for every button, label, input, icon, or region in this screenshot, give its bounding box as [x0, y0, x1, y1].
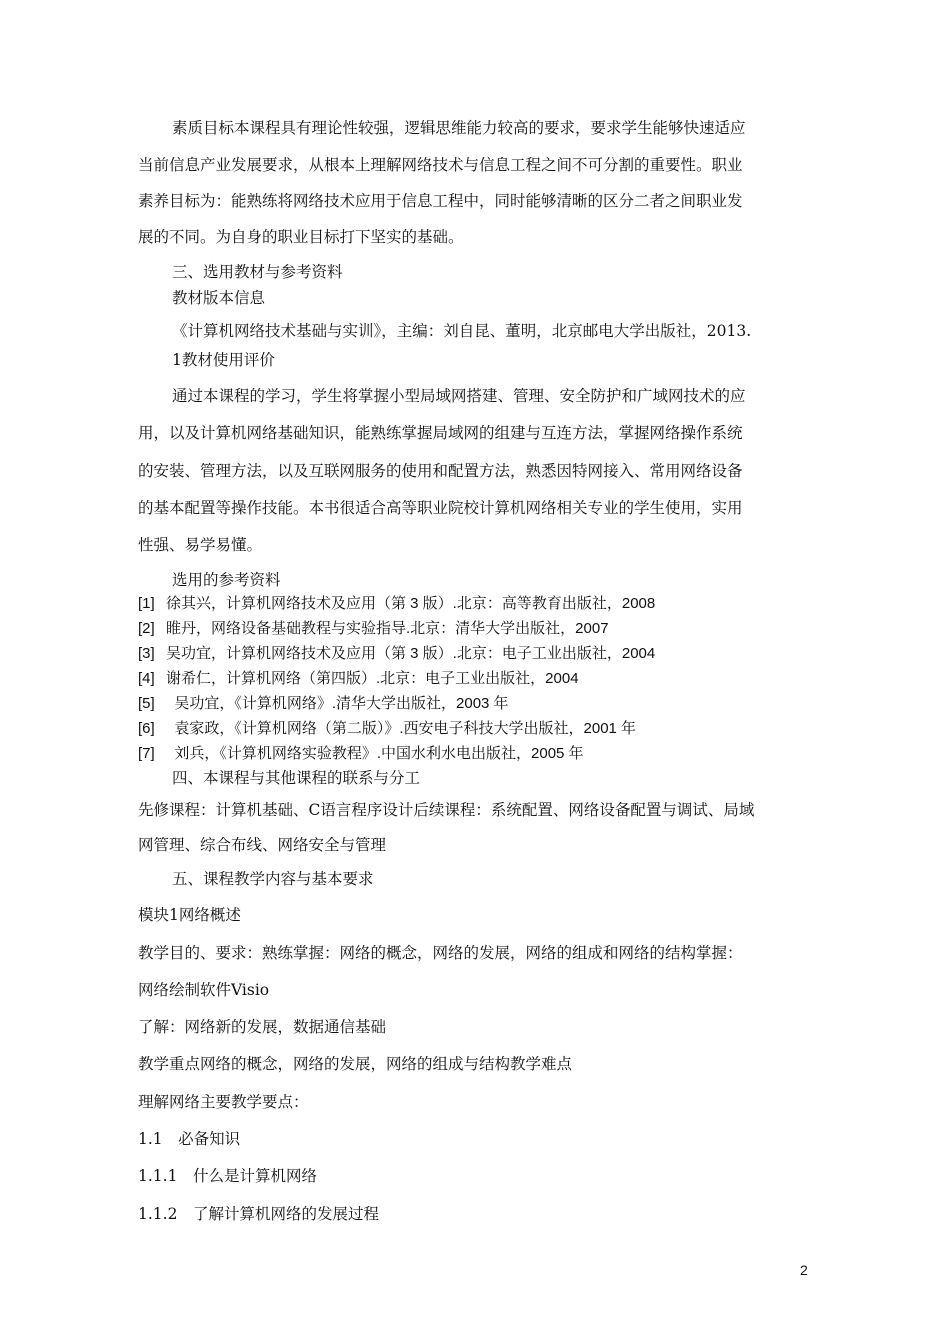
section-heading: 三、选用教材与参考资料	[172, 263, 343, 281]
module-line: 网络绘制软件Visio	[138, 981, 270, 999]
reference-item	[138, 744, 584, 764]
module-line: 理解网络主要教学要点：	[138, 1093, 309, 1111]
module-line: 了解：网络新的发展，数据通信基础	[138, 1018, 387, 1036]
module-line: 教学目的、要求：熟练掌握：网络的概念，网络的发展，网络的组成和网络的结构掌握：	[138, 944, 743, 962]
textbook-label: 教材版本信息	[172, 289, 266, 307]
reference-text: 吴功宜，计算机网络技术及应用（第 3 版）.北京：电子工业出版社，2004	[166, 645, 656, 662]
references-label: 选用的参考资料	[172, 571, 281, 589]
reference-item	[138, 719, 636, 739]
module-line: 1.1.2 了解计算机网络的发展过程	[138, 1205, 379, 1223]
reference-text: 睢丹，网络设备基础教程与实验指导.北京：清华大学出版社，2007	[166, 620, 609, 637]
reference-number: [1]	[138, 595, 155, 612]
paragraph-line: 用，以及计算机网络基础知识，能熟练掌握局域网的组建与互连方法，掌握网络操作系统	[138, 424, 743, 442]
reference-number: [2]	[138, 620, 155, 637]
textbook-eval: 1教材使用评价	[172, 351, 275, 369]
reference-text: 刘兵，《计算机网络实验教程》.中国水利水电出版社，2005 年	[166, 745, 584, 762]
module-line: 1.1.1 什么是计算机网络	[138, 1167, 317, 1185]
reference-number: [6]	[138, 720, 155, 737]
reference-item	[138, 594, 655, 614]
reference-text: 袁家政，《计算机网络（第二版）》.西安电子科技大学出版社，2001 年	[166, 720, 637, 737]
reference-number: [7]	[138, 745, 155, 762]
reference-text: 谢希仁，计算机网络（第四版）.北京：电子工业出版社，2004	[166, 670, 579, 687]
prereq-line: 网管理、综合布线、网络安全与管理	[138, 836, 387, 854]
reference-item	[138, 644, 655, 664]
paragraph-line: 的基本配置等操作技能。本书很适合高等职业院校计算机网络相关专业的学生使用，实用	[138, 499, 743, 517]
reference-text: 徐其兴，计算机网络技术及应用（第 3 版）.北京：高等教育出版社，2008	[166, 595, 656, 612]
reference-item	[138, 669, 579, 689]
textbook-line: 《计算机网络技术基础与实训》，主编：刘自昆、董明，北京邮电大学出版社，2013.	[172, 322, 752, 340]
reference-text: 吴功宜，《计算机网络》.清华大学出版社，2003 年	[166, 695, 509, 712]
prereq-line: 先修课程：计算机基础、C语言程序设计后续课程：系统配置、网络设备配置与调试、局域	[138, 801, 755, 819]
reference-number: [5]	[138, 695, 155, 712]
section-heading: 五、课程教学内容与基本要求	[172, 870, 374, 888]
paragraph-line: 的安装、管理方法，以及互联网服务的使用和配置方法，熟悉因特网接入、常用网络设备	[138, 462, 743, 480]
reference-number: [3]	[138, 645, 155, 662]
reference-number: [4]	[138, 670, 155, 687]
module-line: 模块1网络概述	[138, 906, 241, 924]
reference-item	[138, 694, 509, 714]
paragraph-line: 素质目标本课程具有理论性较强，逻辑思维能力较高的要求，要求学生能够快速适应	[172, 119, 746, 137]
paragraph-line: 展的不同。为自身的职业目标打下坚实的基础。	[138, 228, 464, 246]
page-number: 2	[800, 1262, 808, 1278]
paragraph-line: 性强、易学易懂。	[138, 536, 263, 554]
section-heading: 四、本课程与其他课程的联系与分工	[172, 769, 421, 787]
paragraph-line: 当前信息产业发展要求，从根本上理解网络技术与信息工程之间不可分割的重要性。职业	[138, 156, 743, 174]
reference-item	[138, 619, 609, 639]
paragraph-line: 通过本课程的学习，学生将掌握小型局域网搭建、管理、安全防护和广域网技术的应	[172, 387, 746, 405]
paragraph-line: 素养目标为：能熟练将网络技术应用于信息工程中，同时能够清晰的区分二者之间职业发	[138, 192, 743, 210]
module-line: 1.1 必备知识	[138, 1130, 241, 1148]
module-line: 教学重点网络的概念，网络的发展，网络的组成与结构教学难点	[138, 1055, 573, 1073]
